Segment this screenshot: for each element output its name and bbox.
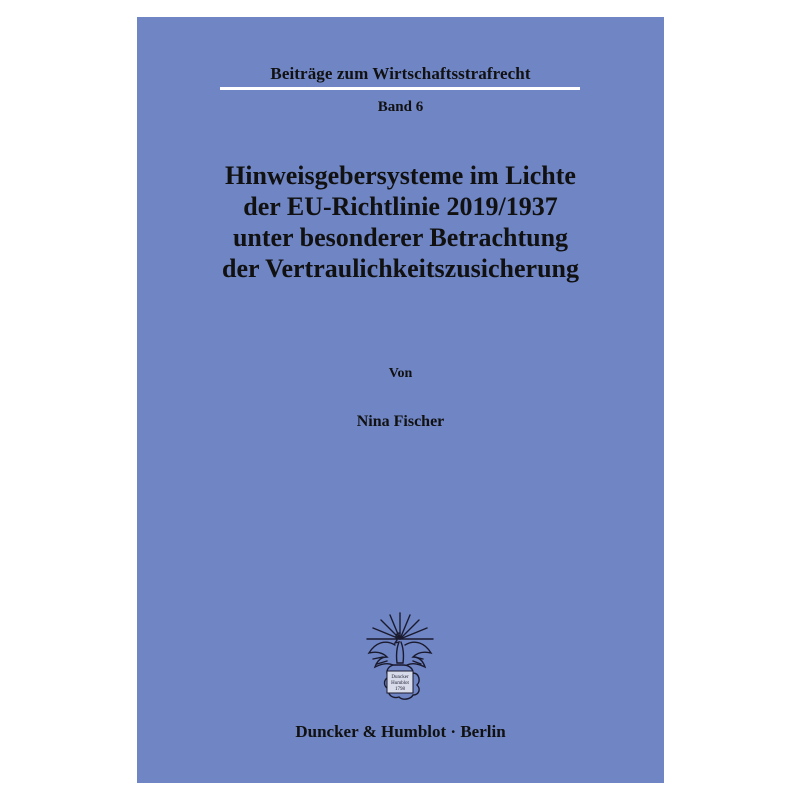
volume-label: Band 6 xyxy=(377,99,424,115)
logo-text-line: 1798 xyxy=(395,687,405,692)
publisher-logo-icon xyxy=(357,609,443,705)
book-cover xyxy=(137,17,664,783)
title-line: Hinweisgebersysteme im Lichte xyxy=(225,161,576,190)
logo-text-line: Duncker xyxy=(391,675,409,680)
series-title: Beiträge zum Wirtschaftsstrafrecht xyxy=(270,64,531,83)
title-line: der Vertraulichkeitszusicherung xyxy=(221,254,580,283)
publisher-imprint: Duncker & Humblot · Berlin xyxy=(295,722,506,741)
series-divider xyxy=(220,87,580,90)
book-title xyxy=(147,160,654,284)
logo-text-line: Humblot xyxy=(391,681,409,686)
author-name: Nina Fischer xyxy=(356,413,445,430)
title-line: unter besonderer Betrachtung xyxy=(232,223,569,252)
by-label: Von xyxy=(388,366,413,381)
title-line: der EU-Richtlinie 2019/1937 xyxy=(243,192,558,221)
